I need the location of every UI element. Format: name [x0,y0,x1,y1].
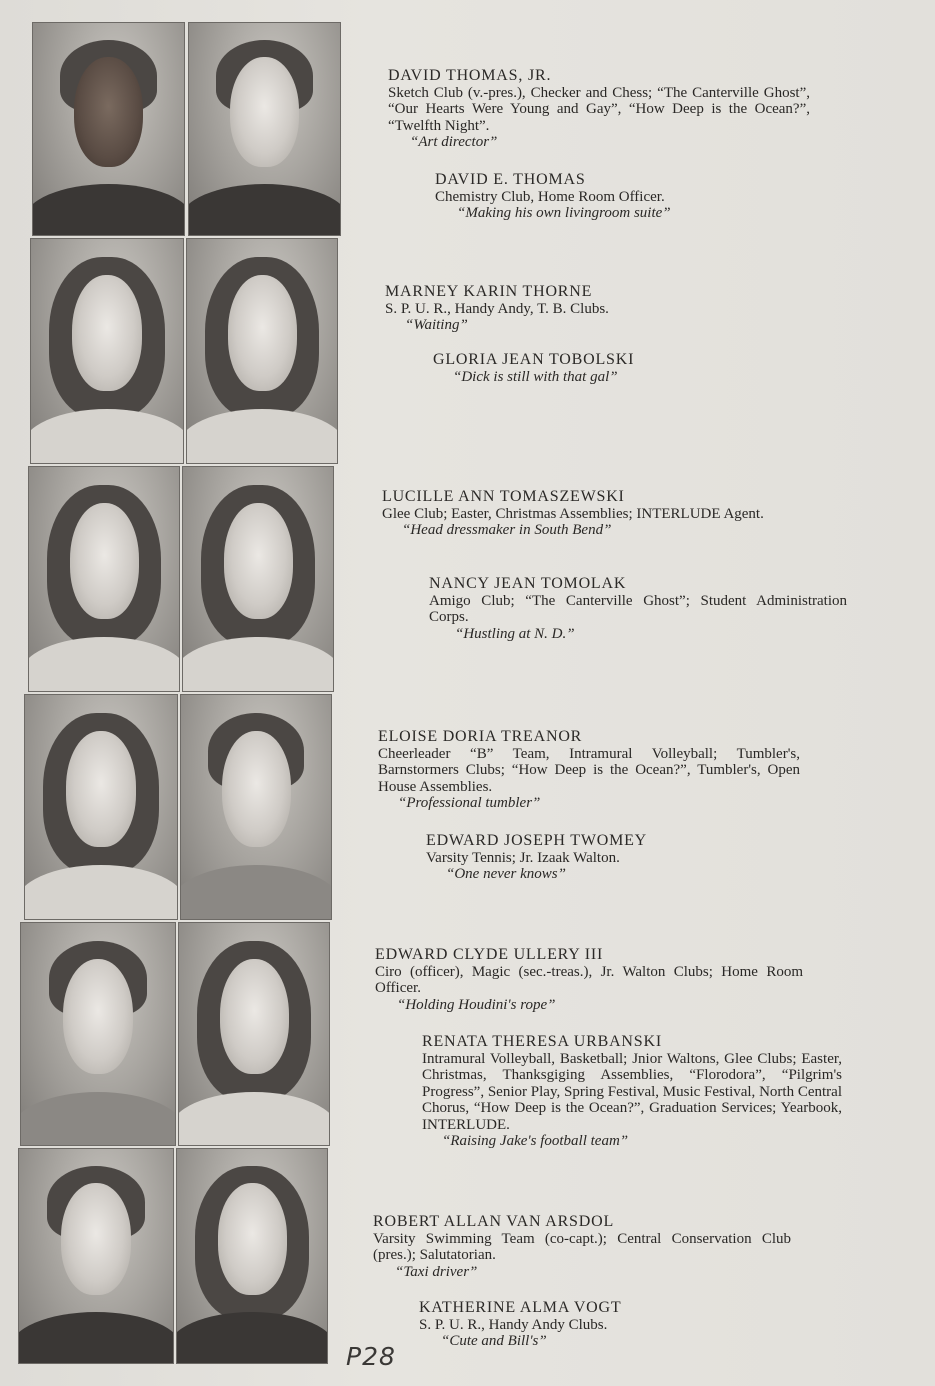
entry-marney-karin-thorne [385,284,725,334]
entry-david-thomas-jr [388,68,810,151]
student-quote: “One never knows” [446,866,566,882]
student-quote: “Professional tumbler” [398,795,541,811]
portrait-renata-theresa-urbanski [178,922,330,1146]
student-activities: Intramural Volleyball, Basketball; Jnior Waltons, Glee Clubs; Easter, Christmas, Thanksgiging Assemblies, “Florodora”, “Pilgrim's Progress”, Senior Play, Spring Festival, Music Festival, North Central Chorus, “How Deep is the Ocean?”, Graduation Services; Yearbook, INTERLUDE. [422,1050,842,1133]
student-name: NANCY JEAN TOMOLAK [429,575,627,592]
student-quote: “Holding Houdini's rope” [397,996,556,1013]
entry-eloise-doria-treanor [378,729,800,812]
portrait-gloria-jean-tobolski [186,238,338,464]
student-name: GLORIA JEAN TOBOLSKI [433,351,635,368]
student-quote: “Dick is still with that gal” [453,368,618,385]
student-quote: “Hustling at N. D.” [455,625,575,642]
student-name: ELOISE DORIA TREANOR [378,728,583,745]
entry-gloria-jean-tobolski [433,352,753,385]
student-name: RENATA THERESA URBANSKI [422,1033,662,1050]
student-name: ROBERT ALLAN VAN ARSDOL [373,1213,615,1230]
portrait-katherine-alma-vogt [176,1148,328,1364]
page-number: P28 [346,1342,396,1371]
student-activities: Chemistry Club, Home Room Officer. [435,188,665,205]
entry-katherine-alma-vogt [419,1300,739,1350]
student-activities: Sketch Club (v.-pres.), Checker and Chess; “The Canterville Ghost”, “Our Hearts Were Young and Gay”, “How Deep is the Ocean?”, “Twelfth Night”. [388,84,810,134]
student-quote: “Taxi driver” [395,1263,478,1280]
student-quote: “Making his own livingroom suite” [457,205,671,221]
student-activities: Cheerleader “B” Team, Intramural Volleyball; Tumbler's, Barnstormers Clubs; “How Deep is the Ocean?”, Tumbler's, Open House Assemblies. [378,745,800,795]
portrait-lucille-ann-tomaszewski [28,466,180,692]
student-activities: S. P. U. R., Handy Andy Clubs. [419,1316,608,1333]
portrait-edward-clyde-ullery [20,922,176,1146]
entry-david-e-thomas [435,172,765,222]
entry-nancy-jean-tomolak [429,576,847,642]
student-activities: Glee Club; Easter, Christmas Assemblies; INTERLUDE Agent. [382,505,764,522]
entry-renata-theresa-urbanski [422,1034,842,1150]
portrait-david-thomas-jr [32,22,185,236]
portrait-edward-joseph-twomey [180,694,332,920]
portrait-nancy-jean-tomolak [182,466,334,692]
student-name: LUCILLE ANN TOMASZEWSKI [382,488,625,505]
student-name: KATHERINE ALMA VOGT [419,1299,622,1316]
entry-lucille-ann-tomaszewski [382,489,804,539]
student-quote: “Head dressmaker in South Bend” [402,522,612,538]
student-quote: “Cute and Bill's” [441,1333,547,1349]
entry-edward-joseph-twomey [426,833,746,883]
student-activities: Varsity Tennis; Jr. Izaak Walton. [426,849,620,866]
student-name: MARNEY KARIN THORNE [385,283,593,300]
student-quote: “Raising Jake's football team” [442,1133,629,1149]
portrait-robert-allan-van-arsdol [18,1148,174,1364]
entry-robert-allan-van-arsdol [373,1214,791,1280]
student-quote: “Waiting” [405,317,468,333]
student-activities: Amigo Club; “The Canterville Ghost”; Student Administration Corps. [429,592,847,625]
portrait-marney-karin-thorne [30,238,184,464]
student-name: EDWARD CLYDE ULLERY III [375,946,604,963]
student-activities: S. P. U. R., Handy Andy, T. B. Clubs. [385,300,609,317]
student-name: DAVID E. THOMAS [435,171,586,188]
student-quote: “Art director” [410,134,498,150]
student-name: EDWARD JOSEPH TWOMEY [426,832,648,849]
student-activities: Ciro (officer), Magic (sec.-treas.), Jr. Walton Clubs; Home Room Officer. [375,963,803,996]
portrait-david-e-thomas [188,22,341,236]
student-name: DAVID THOMAS, JR. [388,67,552,84]
portrait-eloise-doria-treanor [24,694,178,920]
entry-edward-clyde-ullery [375,947,803,1013]
student-activities: Varsity Swimming Team (co-capt.); Central Conservation Club (pres.); Salutatorian. [373,1230,791,1263]
